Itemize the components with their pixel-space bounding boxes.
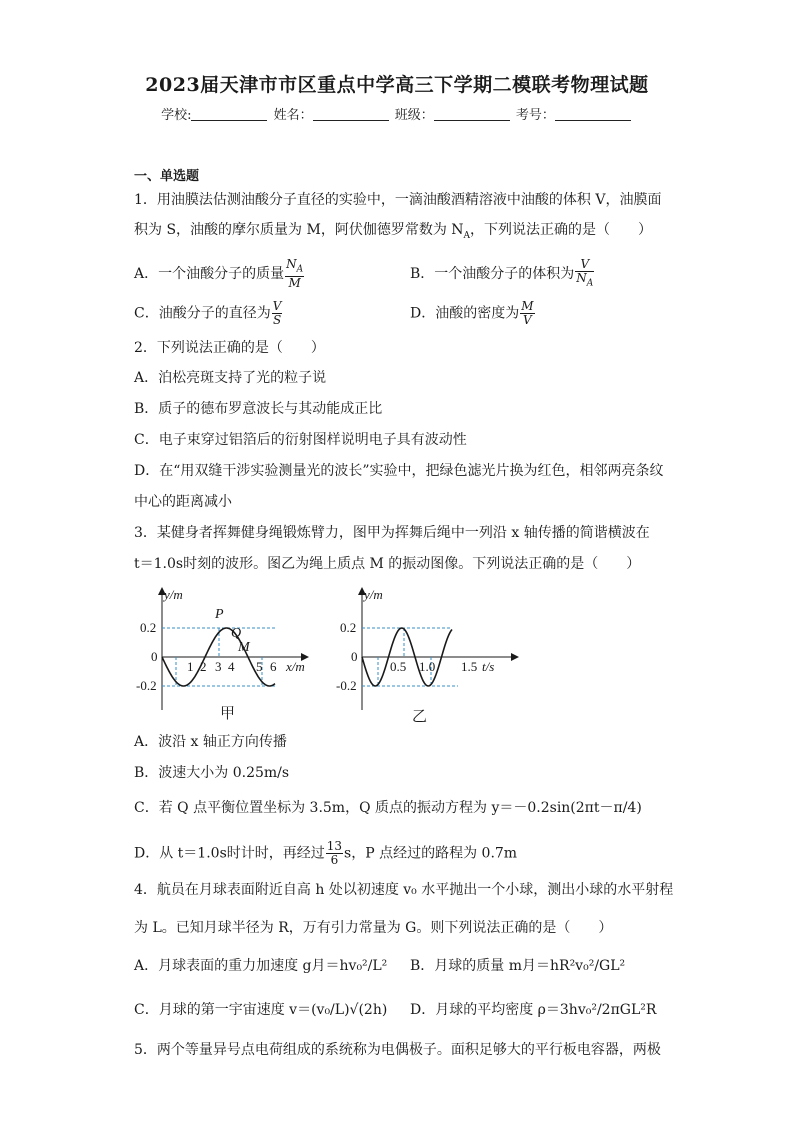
graph-a-xtick-5: 6	[270, 659, 277, 674]
graph-b-ytick-2: -0.2	[336, 678, 357, 693]
class-blank[interactable]	[434, 108, 510, 121]
graph-b-xtick-1: 1.0	[419, 659, 436, 674]
q2-option-d-line2: 中心的距离减小	[134, 494, 232, 510]
q1-option-c: C．油酸分子的直径为 $\frac{V}{S}$	[134, 299, 282, 327]
q2-option-c: C．电子束穿过铝箔后的衍射图样说明电子具有波动性	[134, 432, 467, 448]
graph-a-x-label: x/m	[286, 659, 305, 674]
graph-a-point-q: Q	[231, 626, 242, 641]
school-blank[interactable]	[191, 108, 267, 121]
q4-option-b: B．月球的质量 m月＝hR²v₀²/GL²	[410, 958, 626, 974]
q1-option-a: A．一个油酸分子的质量 $\frac{N_A}{M}$	[134, 257, 304, 291]
number-blank[interactable]	[555, 108, 631, 121]
q1-stem-line1: 1．用油膜法估测油酸分子直径的实验中，一滴油酸酒精溶液中油酸的体积 V，油膜面	[134, 192, 662, 208]
name-label: 姓名：	[273, 108, 313, 123]
q4-option-d: D．月球的平均密度 ρ＝3hv₀²/2πGL²R	[410, 1002, 657, 1018]
graph-a-xtick-2: 3	[215, 659, 222, 674]
graph-b-xtick-2: 1.5	[461, 659, 478, 674]
name-blank[interactable]	[313, 108, 389, 121]
exam-title: 2023届天津市市区重点中学高三下学期二模联考物理试题	[145, 74, 649, 96]
q4-option-c: C．月球的第一宇宙速度 v＝(v₀/L)√(2h)	[134, 1002, 388, 1018]
graph-a-point-m: M	[238, 640, 250, 655]
q1-stem-line2: 积为 S，油酸的摩尔质量为 M，阿伏伽德罗常数为 $N_A$，下列说法正确的是（ ）	[134, 222, 653, 241]
q3-option-c: C．若 Q 点平衡位置坐标为 3.5m，Q 质点的振动方程为 y＝－0.2sin(2πt－π/4)	[134, 800, 642, 816]
q5-stem-line1: 5．两个等量异号点电荷组成的系统称为电偶极子。面积足够大的平行板电容器，两极	[134, 1042, 661, 1058]
number-label: 考号：	[515, 108, 555, 123]
graph-b-ytick-1: 0	[351, 649, 358, 664]
graph-b-caption: 乙	[412, 709, 428, 725]
q2-stem: 2．下列说法正确的是（ ）	[134, 340, 325, 356]
section-heading: 一、单选题	[134, 169, 200, 184]
graph-a-xtick-0: 1	[187, 659, 194, 674]
q1-option-b: B．一个油酸分子的体积为 $\frac{V}{N_A}$	[410, 257, 594, 289]
graph-a	[136, 587, 305, 710]
graph-a-ytick-2: -0.2	[136, 678, 157, 693]
q2-option-a: A．泊松亮斑支持了光的粒子说	[134, 370, 327, 386]
graph-b-ytick-0: 0.2	[340, 620, 357, 635]
graph-a-xtick-3: 4	[228, 659, 235, 674]
q3-option-a: A．波沿 x 轴正方向传播	[134, 734, 287, 750]
q4-option-a: A．月球表面的重力加速度 g月＝hv₀²/L²	[134, 958, 388, 974]
q3-option-d: D．从 t＝1.0s时计时，再经过 $\frac{13}{6}$ s，P 点经过的路程为 0.7m	[134, 839, 518, 867]
q2-option-b: B．质子的德布罗意波长与其动能成正比	[134, 401, 383, 417]
class-label: 班级：	[394, 108, 434, 123]
graph-a-y-label: y/m	[164, 587, 183, 602]
graph-b-y-label: y/m	[364, 587, 383, 602]
graph-a-caption: 甲	[220, 706, 236, 722]
q3-figures	[136, 585, 520, 727]
q3-stem-line2: t＝1.0s时刻的波形。图乙为绳上质点 M 的振动图像。下列说法正确的是（ ）	[134, 556, 641, 572]
q2-option-d-line1: D．在“用双缝干涉实验测量光的波长”实验中，把绿色滤光片换为红色，相邻两亮条纹	[134, 463, 664, 479]
graph-a-point-p: P	[215, 607, 224, 622]
school-label: 学校:	[161, 108, 192, 123]
q4-stem-line1: 4．航员在月球表面附近自高 h 处以初速度 v₀ 水平抛出一个小球，测出小球的水平射程	[134, 882, 674, 898]
graph-a-xtick-1: 2	[200, 659, 207, 674]
q1-option-d: D．油酸的密度为 $\frac{M}{V}$	[410, 299, 534, 327]
q4-stem-line2: 为 L。已知月球半径为 R，万有引力常量为 G。则下列说法正确的是（ ）	[134, 920, 613, 936]
graph-b-xtick-0: 0.5	[390, 659, 407, 674]
student-info-row	[0, 104, 794, 123]
graph-a-ytick-0: 0.2	[140, 620, 157, 635]
graph-b-x-label: t/s	[482, 659, 495, 674]
q3-option-b: B．波速大小为 0.25m/s	[134, 765, 290, 781]
graph-a-ytick-1: 0	[151, 649, 158, 664]
graph-b	[336, 587, 515, 710]
q3-stem-line1: 3．某健身者挥舞健身绳锻炼臂力，图甲为挥舞后绳中一列沿 x 轴传播的简谐横波在	[134, 525, 650, 541]
graph-a-xtick-4: 5	[256, 659, 263, 674]
